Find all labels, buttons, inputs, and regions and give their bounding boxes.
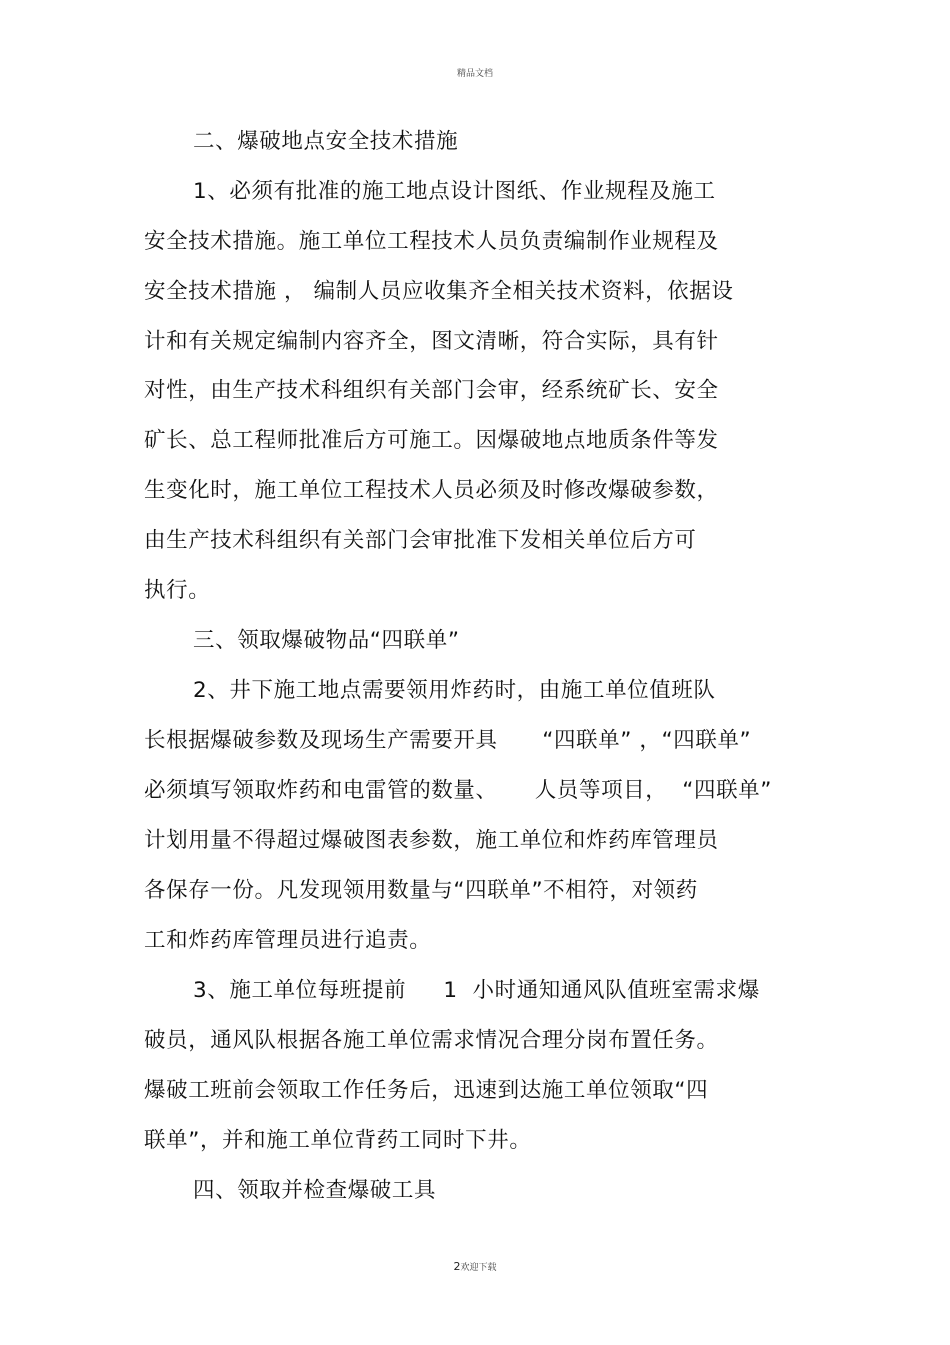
page-number: 2: [453, 1260, 461, 1273]
paragraph-1-line-2: 安全技术措施。施工单位工程技术人员负责编制作业规程及: [144, 229, 719, 254]
section-heading-four-part-form: 三、领取爆破物品“四联单”: [193, 628, 460, 653]
paragraph-1-line-5: 对性，由生产技术科组织有关部门会审，经系统矿长、安全: [144, 378, 719, 403]
paragraph-1-line-8: 由生产技术科组织有关部门会审批准下发相关单位后方可: [144, 528, 697, 553]
paragraph-2-line-1: 2、井下施工地点需要领用炸药时，由施工单位值班队: [193, 678, 716, 703]
paragraph-1-line-7: 生变化时，施工单位工程技术人员必须及时修改爆破参数，: [144, 478, 719, 503]
page-header-note: 精品文档: [456, 69, 493, 79]
section-heading-blasting-tools: 四、领取并检查爆破工具: [193, 1178, 437, 1203]
page-footer-note: 欢迎下载: [460, 1263, 497, 1273]
paragraph-2-line-3: 必须填写领取炸药和电雷管的数量、 人员等项目， “四联单”: [144, 778, 773, 803]
paragraph-1-line-3: 安全技术措施 ， 编制人员应收集齐全相关技术资料，依据设: [144, 279, 734, 304]
paragraph-1-line-1: 1、必须有批准的施工地点设计图纸、作业规程及施工: [193, 179, 716, 204]
paragraph-3-line-2: 破员，通风队根据各施工单位需求情况合理分岗布置任务。: [144, 1028, 719, 1053]
section-heading-blasting-site-safety: 二、爆破地点安全技术措施: [193, 129, 459, 154]
paragraph-2-line-2: 长根据爆破参数及现场生产需要开具 “四联单” ，“四联单”: [144, 728, 752, 753]
page-footer: [0, 1260, 950, 1273]
paragraph-1-line-9: 执行。: [144, 578, 211, 603]
paragraph-1-line-6: 矿长、总工程师批准后方可施工。因爆破地点地质条件等发: [144, 428, 719, 453]
paragraph-3-line-3: 爆破工班前会领取工作任务后，迅速到达施工单位领取“四: [144, 1078, 709, 1103]
paragraph-1-line-4: 计和有关规定编制内容齐全，图文清晰，符合实际，具有针: [144, 329, 719, 354]
paragraph-2-line-5: 各保存一份。凡发现领用数量与“四联单”不相符，对领药: [144, 878, 698, 903]
paragraph-2-line-4: 计划用量不得超过爆破图表参数，施工单位和炸药库管理员: [144, 828, 719, 853]
paragraph-3-line-4: 联单”，并和施工单位背药工同时下井。: [144, 1128, 532, 1153]
paragraph-3-line-1: 3、施工单位每班提前 1 小时通知通风队值班室需求爆: [193, 978, 760, 1003]
paragraph-2-line-6: 工和炸药库管理员进行追责。: [144, 928, 432, 953]
